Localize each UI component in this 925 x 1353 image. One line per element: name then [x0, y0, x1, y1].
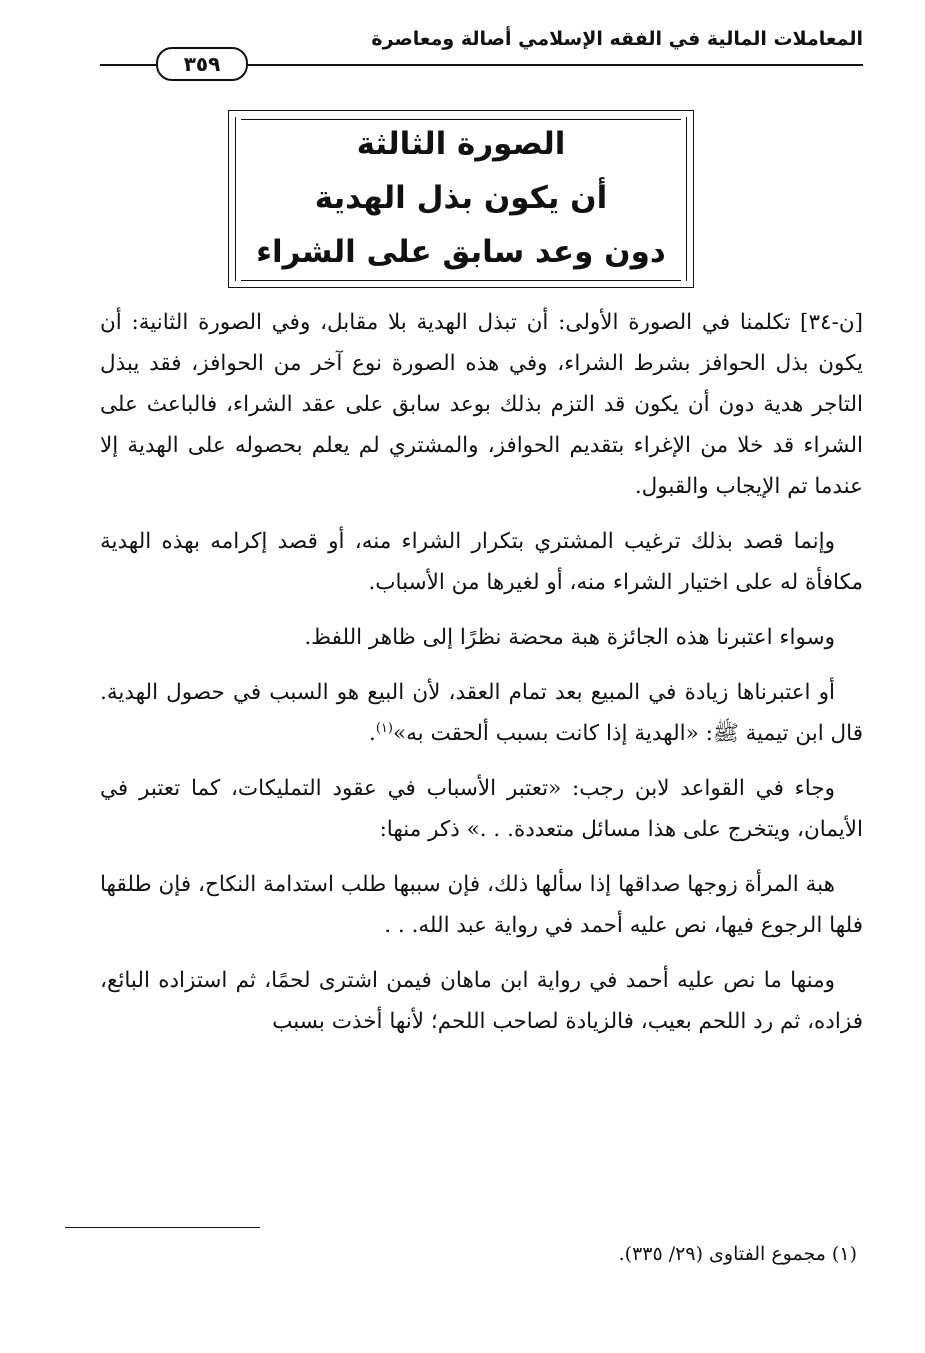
section-title-box [241, 119, 681, 281]
section-title-line-1: الصورة الثالثة [356, 126, 566, 162]
page-number: ٣٥٩ [156, 47, 248, 81]
paragraph: ومنها ما نص عليه أحمد في رواية ابن ماهان فيمن اشترى لحمًا، ثم استزاده البائع، فزاده، ثم رد اللحم بعيب، فالزيادة لصاحب اللحم؛ لأنها أخذت بسبب [100, 968, 863, 1034]
running-head: المعاملات المالية في الفقه الإسلامي أصالة ومعاصرة [371, 28, 863, 50]
paragraph: وجاء في القواعد لابن رجب: «تعتبر الأسباب في عقود التمليكات، كما تعتبر في الأيمان، ويتخرج على هذا مسائل متعددة. . .» ذكر منها: [100, 776, 863, 842]
section-title-line-2: أن يكون بذل الهدية [314, 180, 608, 216]
section-title-frame [228, 110, 694, 288]
paragraph: هبة المرأة زوجها صداقها إذا سألها ذلك، فإن سببها طلب استدامة النكاح، فإن طلقها فلها الرجوع فيها، نص عليه أحمد في رواية عبد الله. . . [100, 872, 863, 938]
section-title-line-3: دون وعد سابق على الشراء [256, 234, 666, 270]
footnote-reference: (١) [375, 720, 393, 736]
paragraph-text: أو اعتبرناها زيادة في المبيع بعد تمام العقد، لأن البيع هو السبب في حصول الهدية. قال ابن تيمية ﷺ: «الهدية إذا كانت بسبب ألحقت به» [100, 680, 863, 746]
paragraph: وسواء اعتبرنا هذه الجائزة هبة محضة نظرًا إلى ظاهر اللفظ. [304, 625, 835, 650]
footnote-rule [65, 1227, 260, 1228]
paragraph: [ن-٣٤] تكلمنا في الصورة الأولى: أن تبذل الهدية بلا مقابل، وفي الصورة الثانية: أن يكون بذل الحوافز بشرط الشراء، وفي هذه الصورة نوع آخر من الحوافز، فقد يبذل التاجر هدية دون أن يكون قد التزم بذلك بوعد سابق على عقد الشراء، فالباعث على الشراء قد خلا من الإغراء بتقديم الحوافز، والمشتري لم يعلم بحصوله على الهدية إلا عندما تم الإيجاب والقبول. [100, 310, 864, 499]
body-text [100, 302, 863, 1042]
footnote: (١) مجموع الفتاوى (٢٩/ ٣٣٥). [618, 1243, 857, 1265]
paragraph: وإنما قصد بذلك ترغيب المشتري بتكرار الشراء منه، أو قصد إكرامه بهذه الهدية مكافأة له على اختيار الشراء منه، أو لغيرها من الأسباب. [100, 529, 863, 595]
paragraph: أو اعتبرناها زيادة في المبيع بعد تمام العقد، لأن البيع هو السبب في حصول الهدية. قال ابن تيمية ﷺ: «الهدية إذا كانت بسبب ألحقت به»$^{(١)}$. [100, 680, 863, 746]
